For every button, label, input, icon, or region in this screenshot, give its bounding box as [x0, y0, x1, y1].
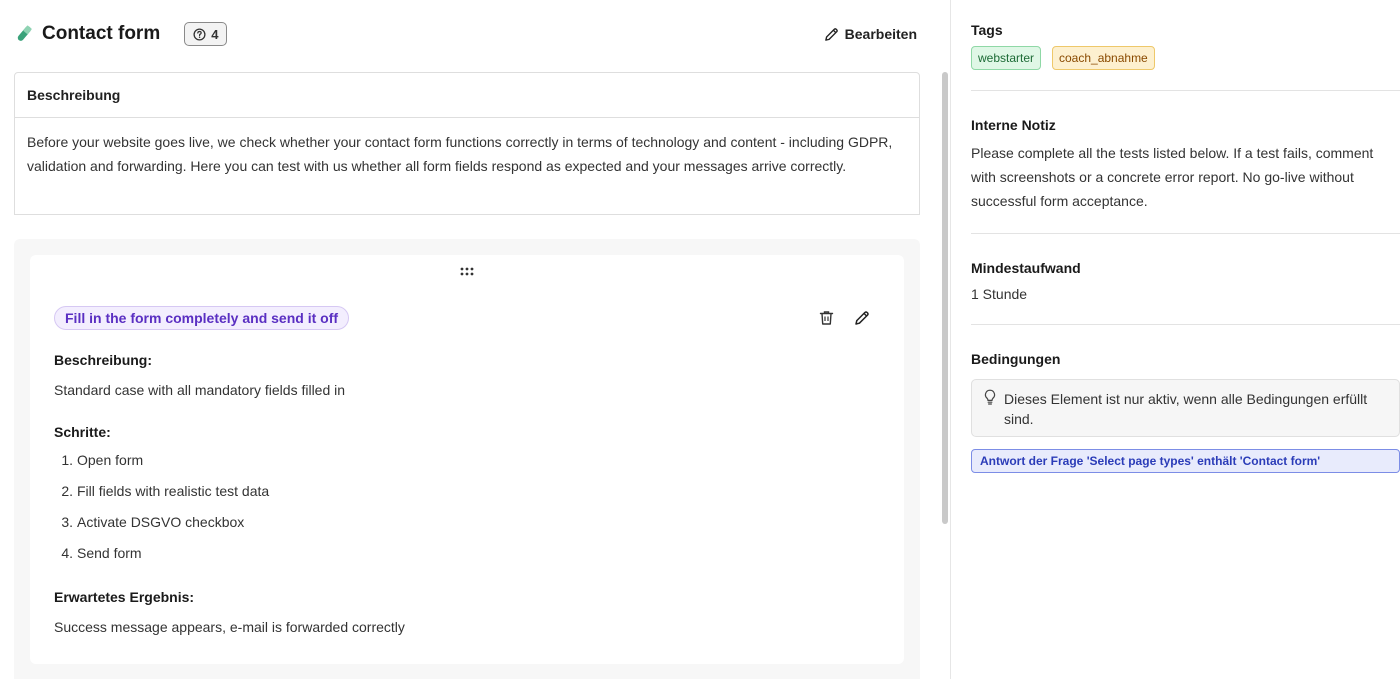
list-item: 1. Open form: [61, 452, 144, 468]
expected-result-label: Erwartetes Ergebnis:: [54, 589, 195, 605]
pencil-icon: [824, 27, 839, 42]
min-effort-value: 1 Stunde: [971, 286, 1028, 302]
delete-button[interactable]: [815, 307, 837, 329]
page-header: [14, 18, 920, 50]
description-heading: Beschreibung: [15, 73, 919, 118]
min-effort-label: Mindestaufwand: [971, 260, 1081, 276]
internal-note-label: Interne Notiz: [971, 117, 1056, 133]
conditions-info-box: [971, 379, 1400, 437]
condition-text: 'Select page types' enthält 'Contact form': [1086, 454, 1321, 468]
test-description-text: Standard case with all mandatory fields filled in: [54, 382, 346, 398]
drag-handle-icon[interactable]: [459, 265, 475, 277]
test-case-card: [30, 255, 904, 664]
steps-label: Schritte:: [54, 424, 111, 440]
question-count: 4: [211, 26, 219, 42]
question-circle-icon: [193, 28, 206, 41]
edit-button[interactable]: [824, 26, 920, 42]
pencil-icon: [854, 310, 870, 326]
list-item: 4. Send form: [61, 545, 142, 561]
edit-test-case-button[interactable]: [851, 307, 873, 329]
page-title: Contact form: [42, 23, 161, 44]
scrollbar[interactable]: [942, 72, 948, 524]
divider: [971, 233, 1400, 234]
test-case-title: Fill in the form completely and send it off: [54, 306, 349, 330]
tag-coach-abnahme[interactable]: coach_abnahme: [1052, 46, 1155, 70]
test-case-container: [14, 239, 920, 679]
internal-note-text: Please complete all the tests listed below. If a test fails, comment with screenshots or a concrete error report. No go-live without successful form acceptance.: [971, 145, 1374, 209]
description-card: [14, 72, 920, 215]
expected-result-text: Success message appears, e-mail is forwarded correctly: [54, 619, 405, 635]
conditions-info-text: Dieses Element ist nur aktiv, wenn alle Bedingungen erfüllt sind.: [1004, 391, 1368, 427]
steps-list: [54, 452, 269, 576]
conditions-label: Bedingungen: [971, 351, 1061, 367]
lightbulb-icon: [984, 389, 996, 406]
description-text: Before your website goes live, we check whether your contact form functions correctly in terms of technology and content - including GDPR, validation and forwarding. Here you can test with us whether all form fields respond as expected and your messages arrive correctly.: [27, 134, 893, 174]
trash-icon: [819, 310, 834, 326]
test-tube-icon: [14, 24, 34, 44]
edit-button-label: Bearbeiten: [844, 26, 917, 42]
divider: [971, 90, 1400, 91]
tags-label: Tags: [971, 22, 1003, 38]
divider: [971, 324, 1400, 325]
condition-prefix: Antwort der Frage: [980, 454, 1084, 468]
list-item: 3. Activate DSGVO checkbox: [61, 514, 245, 530]
condition-badge[interactable]: [971, 449, 1400, 473]
test-description-label: Beschreibung:: [54, 352, 153, 368]
question-count-badge[interactable]: [184, 22, 227, 46]
tag-webstarter[interactable]: webstarter: [971, 46, 1041, 70]
column-divider: [950, 0, 951, 679]
list-item: 2. Fill fields with realistic test data: [61, 483, 270, 499]
details-sidebar: [971, 0, 1400, 679]
